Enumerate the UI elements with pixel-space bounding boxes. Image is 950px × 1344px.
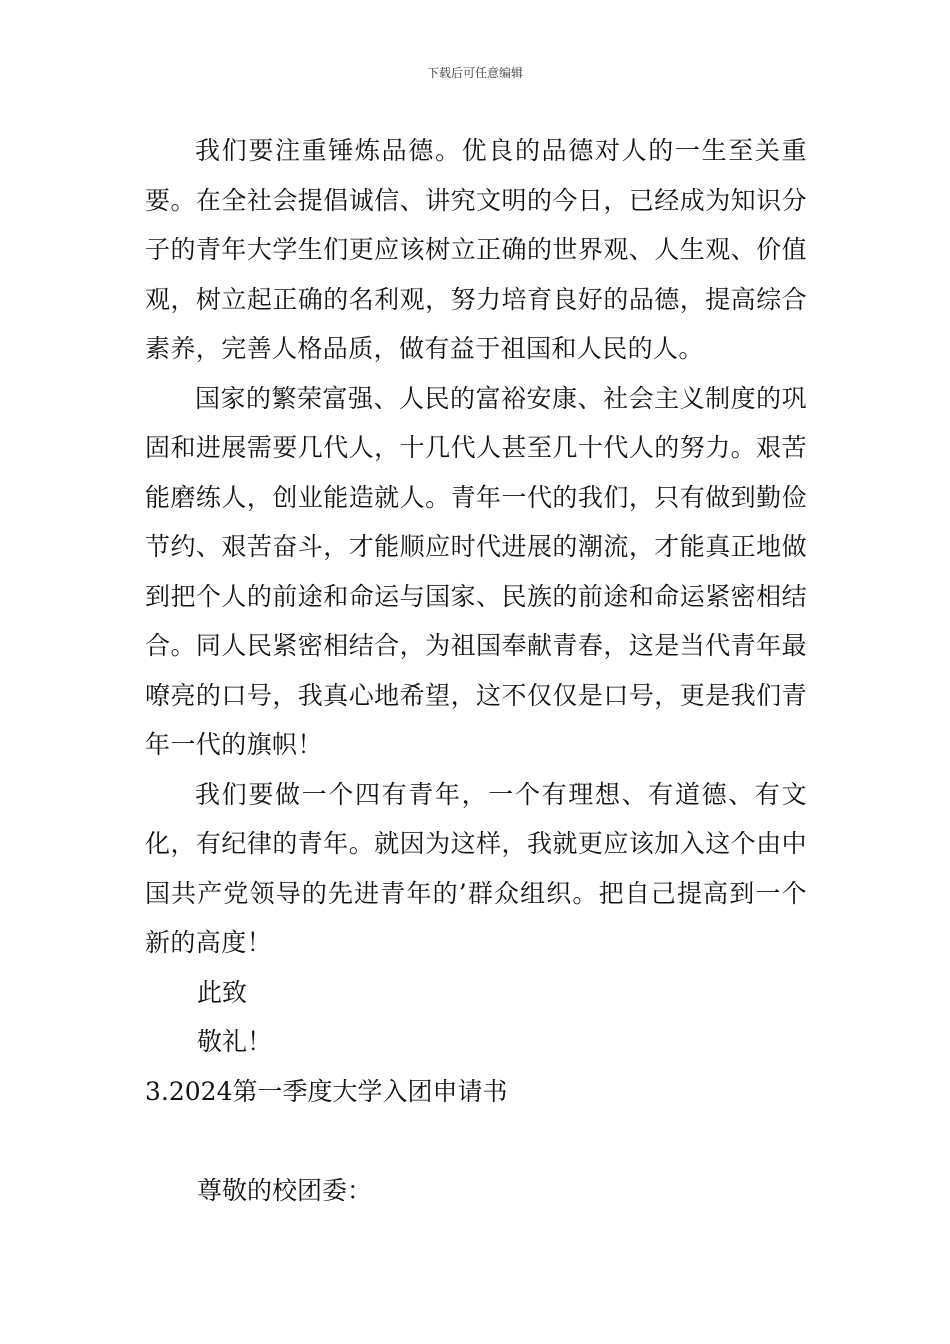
paragraph-four-haves: 我们要做一个四有青年，一个有理想、有道德、有文化，有纪律的青年。就因为这样，我就更应该加入这个由中国共产党领导的先进青年的’群众组织。把自己提高到一个新的高度！ — [145, 779, 807, 957]
document-body — [145, 126, 807, 1215]
page-header-note: 下载后可任意编辑 — [426, 66, 523, 80]
section-title: 3.2024第一季度大学入团申请书 — [145, 1076, 508, 1106]
paragraph-hard-work: 国家的繁荣富强、人民的富裕安康、社会主义制度的巩固和进展需要几代人，十几代人甚至几十代人的努力。艰苦能磨练人，创业能造就人。青年一代的我们，只有做到勤俭节约、艰苦奋斗，才能顺应时代进展的潮流，才能真正地做到把个人的前途和命运与国家、民族的前途和命运紧密相结合。同人民紧密相结合，为祖国奉献青春，这是当代青年最嘹亮的口号，我真心地希望，这不仅仅是口号，更是我们青年一代的旗帜！ — [145, 383, 807, 759]
paragraph-character: 我们要注重锤炼品德。优良的品德对人的一生至关重要。在全社会提倡诚信、讲究文明的今日，已经成为知识分子的青年大学生们更应该树立正确的世界观、人生观、价值观，树立起正确的名利观，努力培育良好的品德，提高综合素养，完善人格品质，做有益于祖国和人民的人。 — [145, 136, 807, 363]
blank-line — [145, 1116, 807, 1166]
closing-jingli: 敬礼！ — [197, 1027, 273, 1056]
closing-cizhi: 此致 — [197, 977, 248, 1007]
letter-greeting: 尊敬的校团委： — [197, 1175, 373, 1205]
